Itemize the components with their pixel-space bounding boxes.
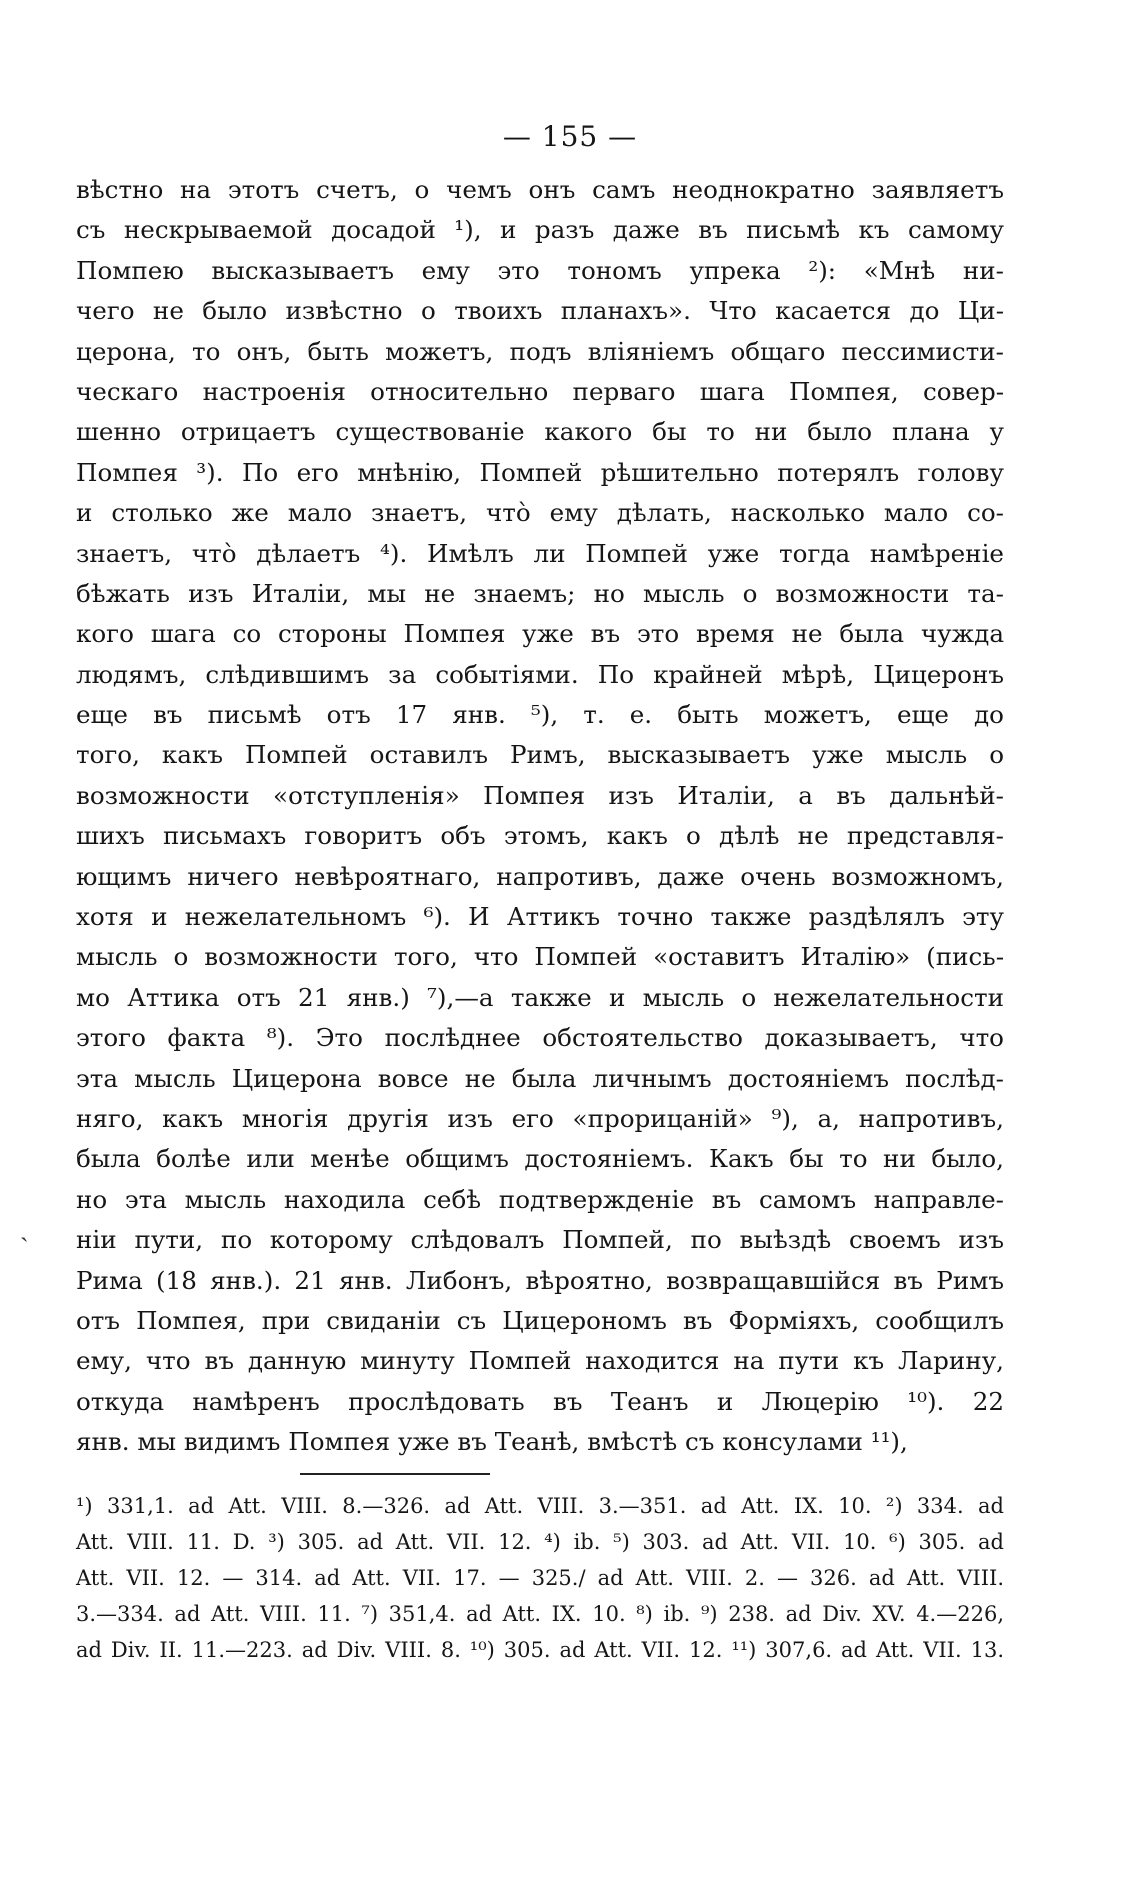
body-line: кого шага со стороны Помпея уже въ это время не была чужда (76, 619, 1004, 649)
body-line: людямъ, слѣдившимъ за событіями. По крайней мѣрѣ, Цицеронъ (76, 659, 1004, 689)
footnote-divider (300, 1473, 490, 1475)
footnote-line: ad Div. II. 11.—223. ad Div. VIII. 8. ¹⁰) 305. ad Att. VII. 12. ¹¹) 307,6. ad Att. VII. 13. (76, 1638, 1004, 1662)
body-line: и столько же мало знаетъ, что̀ ему дѣлать, насколько мало со- (76, 498, 1004, 528)
body-text (76, 170, 1004, 1463)
body-line: знаетъ, что̀ дѣлаетъ ⁴). Имѣлъ ли Помпей уже тогда намѣреніе (76, 538, 1004, 568)
body-line: еще въ письмѣ отъ 17 янв. ⁵), т. е. быть можетъ, еще до (76, 700, 1004, 730)
body-line: хотя и нежелательномъ ⁶). И Аттикъ точно также раздѣлялъ эту (76, 902, 1004, 932)
body-line: янв. мы видимъ Помпея уже въ Теанѣ, вмѣстѣ съ консулами ¹¹), (76, 1427, 908, 1457)
body-line: бѣжать изъ Италіи, мы не знаемъ; но мысль о возможности та- (76, 578, 1004, 608)
footnote-line: ¹) 331,1. ad Att. VIII. 8.—326. ad Att. VIII. 3.—351. ad Att. IX. 10. ²) 334. ad (76, 1494, 1004, 1518)
body-line: откуда намѣренъ прослѣдовать въ Теанъ и Люцерію ¹⁰). 22 (76, 1386, 1004, 1416)
body-line: съ нескрываемой досадой ¹), и разъ даже въ письмѣ къ самому (76, 215, 1004, 245)
body-line: ніи пути, по которому слѣдовалъ Помпей, по выѣздѣ своемъ изъ (76, 1225, 1004, 1255)
body-line: Помпея ³). По его мнѣнію, Помпей рѣшительно потерялъ голову (76, 457, 1004, 487)
footnote-line: 3.—334. ad Att. VIII. 11. ⁷) 351,4. ad Att. IX. 10. ⁸) ib. ⁹) 238. ad Div. XV. 4.—226, (76, 1602, 1004, 1626)
body-line: но эта мысль находила себѣ подтвержденіе въ самомъ направле- (76, 1184, 1004, 1214)
body-line: этого факта ⁸). Это послѣднее обстоятельство доказываетъ, что (76, 1023, 1004, 1053)
body-line: вѣстно на этотъ счетъ, о чемъ онъ самъ неоднократно заявляетъ (76, 175, 1004, 204)
body-line: ему, что въ данную минуту Помпей находится на пути къ Ларину, (76, 1346, 1004, 1376)
body-line: ющимъ ничего невѣроятнаго, напротивъ, даже очень возможномъ, (76, 861, 1004, 891)
body-line: няго, какъ многія другія изъ его «прорицаній» ⁹), а, напротивъ, (76, 1103, 1004, 1133)
body-line: церона, то онъ, быть можетъ, подъ вліяніемъ общаго пессимисти- (76, 336, 1004, 366)
body-line: была болѣе или менѣе общимъ достояніемъ. Какъ бы то ни было, (76, 1144, 1004, 1174)
page-number: — 155 — (502, 120, 638, 153)
body-line: ческаго настроенія относительно перваго шага Помпея, совер- (76, 376, 1004, 406)
footnote-line: Att. VII. 12. — 314. ad Att. VII. 17. — 325./ ad Att. VIII. 2. — 326. ad Att. VIII. (76, 1566, 1004, 1590)
body-line: шихъ письмахъ говоритъ объ этомъ, какъ о дѣлѣ не представля- (76, 821, 1004, 851)
footnote-line: Att. VIII. 11. D. ³) 305. ad Att. VII. 12. ⁴) ib. ⁵) 303. ad Att. VII. 10. ⁶) 305. ad (76, 1530, 1004, 1554)
body-line: возможности «отступленія» Помпея изъ Италіи, а въ дальнѣй- (76, 780, 1004, 810)
body-line: Помпею высказываетъ ему это тономъ упрека ²): «Мнѣ ни- (76, 255, 1004, 285)
body-line: мо Аттика отъ 21 янв.) ⁷),—а также и мысль о нежелательности (76, 982, 1004, 1012)
footnotes (76, 1488, 1004, 1668)
margin-mark: ˏ (20, 1213, 29, 1243)
body-line: эта мысль Цицерона вовсе не была личнымъ достояніемъ послѣд- (76, 1063, 1004, 1093)
body-line: чего не было извѣстно о твоихъ планахъ». Что касается до Ци- (76, 296, 1004, 326)
body-line: Рима (18 янв.). 21 янв. Либонъ, вѣроятно, возвращавшійся въ Римъ (76, 1265, 1004, 1295)
body-line: мысль о возможности того, что Помпей «оставитъ Италію» (пись- (76, 942, 1004, 972)
body-line: того, какъ Помпей оставилъ Римъ, высказываетъ уже мысль о (76, 740, 1004, 770)
body-line: шенно отрицаетъ существованіе какого бы то ни было плана у (76, 417, 1004, 447)
body-line: отъ Помпея, при свиданіи съ Цицерономъ въ Форміяхъ, сообщилъ (76, 1305, 1004, 1335)
